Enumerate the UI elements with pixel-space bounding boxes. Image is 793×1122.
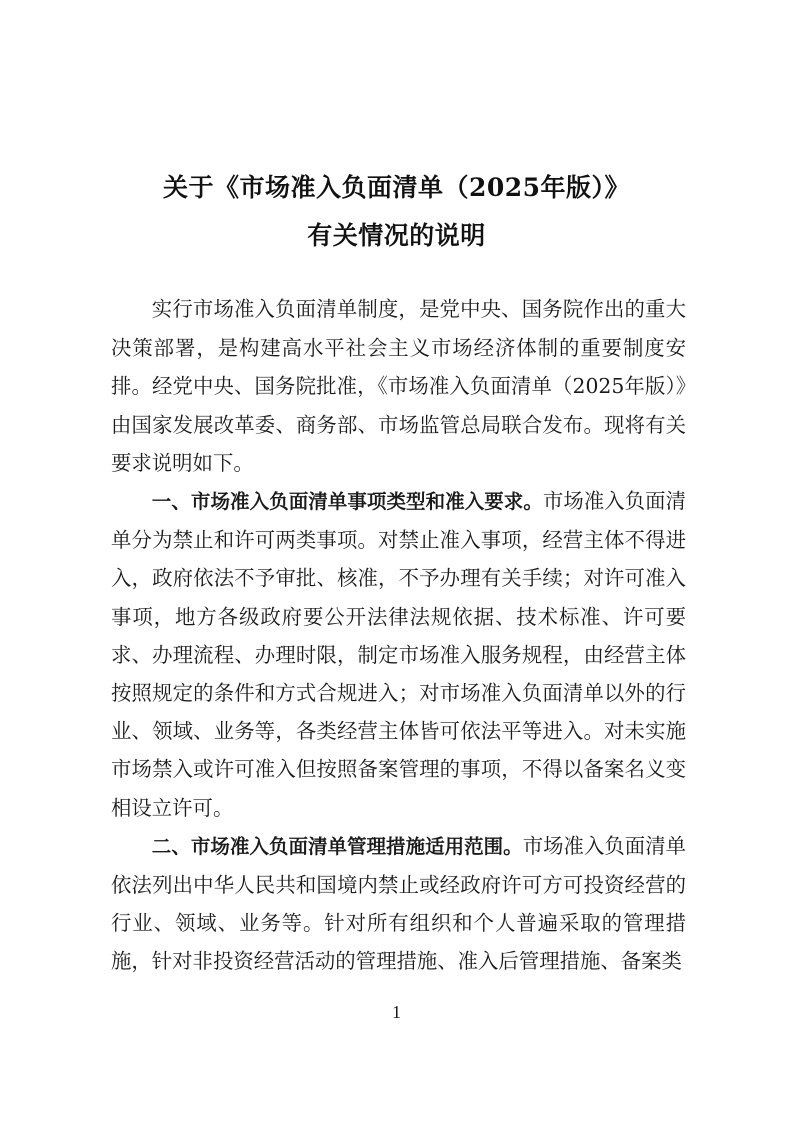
document-body: [111, 290, 686, 981]
paragraph-text: 市场准入负面清单依法列出中华人民共和国境内禁止或经政府许可方可投资经营的行业、领域、业务等。针对所有组织和个人普遍采取的管理措施，针对非投资经营活动的管理措施、准入后管理措施、备案类: [111, 833, 686, 974]
paragraph-heading: 一、市场准入负面清单事项类型和准入要求。: [151, 490, 543, 514]
paragraph-text: 市场准入负面清单分为禁止和许可两类事项。对禁止准入事项，经营主体不得进入，政府依法不予审批、核准，不予办理有关手续；对许可准入事项，地方各级政府要公开法律法规依据、技术标准、许可要求、办理流程、办理时限，制定市场准入服务规程，由经营主体按照规定的条件和方式合规进入；对市场准入负面清单以外的行业、领域、业务等，各类经营主体皆可依法平等进入。对未实施市场禁入或许可准入但按照备案管理的事项，不得以备案名义变相设立许可。: [111, 489, 686, 820]
paragraph-heading: 二、市场准入负面清单管理措施适用范围。: [151, 834, 523, 858]
page-number: 1: [392, 1002, 401, 1022]
document-title-line-2: 有关情况的说明: [307, 221, 486, 250]
document-title-line-1: 关于《市场准入负面清单（2025年版）》: [162, 173, 631, 202]
paragraph-section-1: [111, 482, 686, 827]
paragraph-intro: [111, 290, 686, 482]
paragraph-section-2: [111, 827, 686, 981]
paragraph-text: 实行市场准入负面清单制度，是党中央、国务院作出的重大决策部署，是构建高水平社会主义市场经济体制的重要制度安排。经党中央、国务院批准，《市场准入负面清单（2025年版）》由国家发展改革委、商务部、市场监管总局联合发布。现将有关要求说明如下。: [111, 297, 686, 475]
